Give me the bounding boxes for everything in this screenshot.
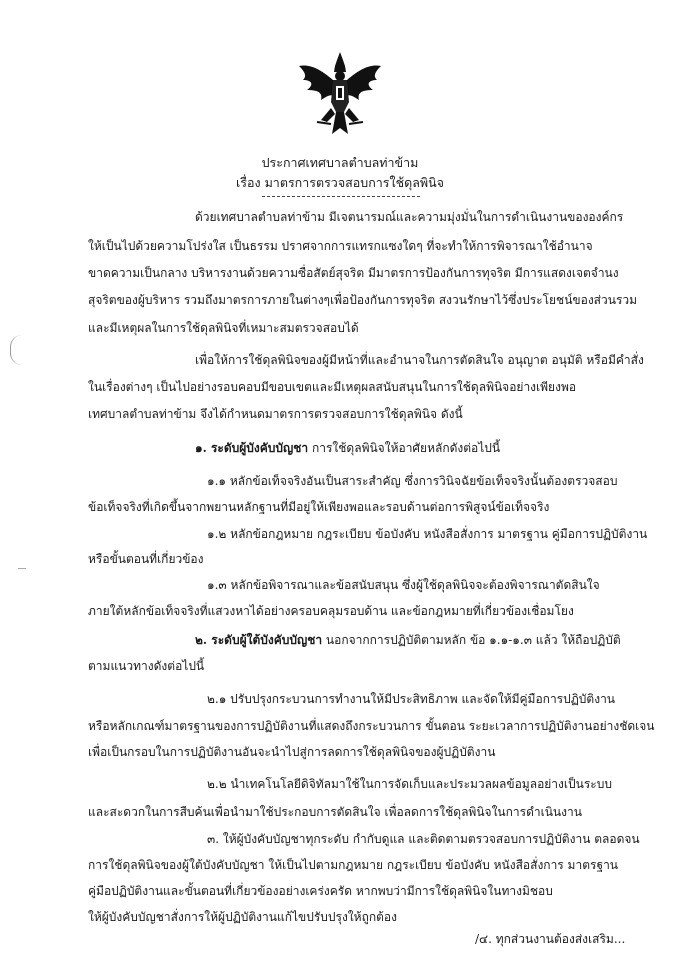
continuation-note: /๔. ทุกส่วนงานต้องส่งเสริม... [475,932,626,946]
intro-p1-line2: ให้เป็นไปด้วยความโปร่งใส เป็นธรรม ปราศจากการแทรกแซงใดๆ ที่จะทำให้การพิจารณาใช้อำนาจ [88,239,593,253]
section1-heading-bold: ๑. ระดับผู้บังคับบัญชา [195,441,309,455]
section3-line1: ๓. ให้ผู้บังคับบัญชาทุกระดับ กำกับดูแล และติดตามตรวจสอบการปฏิบัติงาน ตลอดจน [207,832,640,846]
intro-p2-line3: เทศบาลตำบลท่าข้าม จึงได้กำหนดมาตรการตรวจสอบการใช้ดุลพินิจ ดังนี้ [88,407,463,421]
title-divider [262,196,420,197]
intro-p1-line4: สุจริตของผู้บริหาร รวมถึงมาตรการภายในต่างๆเพื่อป้องกันการทุจริต สงวนรักษาไว้ซึ่งประโยชน์ของส่วนรวม [88,293,638,307]
section1-item1-line1: ๑.๑ หลักข้อเท็จจริงอันเป็นสาระสำคัญ ซึ่งการวินิจฉัยข้อเท็จจริงนั้นต้องตรวจสอบ [207,474,618,488]
section2-item1-line1: ๒.๑ ปรับปรุงกระบวนการทำงานให้มีประสิทธิภาพ และจัดให้มีคู่มือการปฏิบัติงาน [207,692,616,706]
margin-pen-mark-small [18,568,26,573]
section1-item2-line2: หรือขั้นตอนที่เกี่ยวข้อง [88,552,204,566]
section1-heading [195,440,500,456]
section1-item3-line2: ภายใต้หลักข้อเท็จจริงที่แสวงหาได้อย่างครอบคลุมรอบด้าน และข้อกฎหมายที่เกี่ยวข้องเชื่อมโยง [88,604,574,618]
intro-p1-line3: ขาดความเป็นกลาง บริหารงานด้วยความซื่อสัตย์สุจริต มีมาตรการป้องกันการทุจริต มีการแสดงเจตจำนง [88,266,619,280]
section2-item1-line3: เพื่อเป็นกรอบในการปฏิบัติงานอันจะนำไปสู่การลดการใช้ดุลพินิจของผู้ปฏิบัติงาน [88,745,496,759]
section3-line3: คู่มือปฏิบัติงานและขั้นตอนที่เกี่ยวข้องอย่างเคร่งครัด หากพบว่ามีการใช้ดุลพินิจในทางมิชอบ [88,884,553,898]
section1-item2-line1: ๑.๒ หลักข้อกฎหมาย กฎระเบียบ ข้อบังคับ หนังสือสั่งการ มาตรฐาน คู่มือการปฏิบัติงาน [207,527,648,541]
intro-p2-line1: เพื่อให้การใช้ดุลพินิจของผู้มีหน้าที่และอำนาจในการตัดสินใจ อนุญาต อนุมัติ หรือมีคำสั่ง [195,353,644,367]
announcement-subject: เรื่อง มาตรการตรวจสอบการใช้ดุลพินิจ [236,175,444,190]
announcement-title: ประกาศเทศบาลตำบลท่าข้าม [261,155,419,170]
section1-heading-rest: การใช้ดุลพินิจให้อาศัยหลักดังต่อไปนี้ [308,441,501,455]
section2-heading [195,632,621,648]
section2-item2-line1: ๒.๒ นำเทคโนโลยีดิจิทัลมาใช้ในการจัดเก็บและประมวลผลข้อมูลอย่างเป็นระบบ [207,777,612,791]
section2-item1-line2: หรือหลักเกณฑ์มาตรฐานของการปฏิบัติงานที่แสดงถึงกระบวนการ ขั้นตอน ระยะเวลาการปฏิบัติงานอย่างชัดเจน [88,719,655,733]
section3-line4: ให้ผู้บังคับบัญชาสั่งการให้ผู้ปฏิบัติงานแก้ไขปรับปรุงให้ถูกต้อง [88,910,397,924]
intro-p1-line1: ด้วยเทศบาลตำบลท่าข้าม มีเจตนารมณ์และความมุ่งมั่นในการดำเนินงานขององค์กร [195,210,624,224]
section3-line2: การใช้ดุลพินิจของผู้ใต้บังคับบัญชา ให้เป็นไปตามกฎหมาย กฎระเบียบ ข้อบังคับ หนังสือสั่งการ มาตรฐาน [88,858,619,872]
section2-item2-line2: และสะดวกในการสืบค้นเพื่อนำมาใช้ประกอบการตัดสินใจ เพื่อลดการใช้ดุลพินิจในการดำเนินงาน [88,805,582,819]
margin-pen-mark [10,335,29,365]
garuda-emblem-icon [297,50,383,140]
intro-p2-line2: ในเรื่องต่างๆ เป็นไปอย่างรอบคอบมีขอบเขตและมีเหตุผลสนับสนุนในการใช้ดุลพินิจอย่างเพียงพอ [88,380,577,394]
intro-p1-line5: และมีเหตุผลในการใช้ดุลพินิจที่เหมาะสมตรวจสอบได้ [88,321,359,335]
section1-item1-line2: ข้อเท็จจริงที่เกิดขึ้นจากพยานหลักฐานที่มีอยู่ให้เพียงพอและรอบด้านต่อการพิสูจน์ข้อเท็จจริง [88,500,550,514]
section2-heading-line2: ตามแนวทางดังต่อไปนี้ [88,659,205,673]
section2-heading-bold: ๒. ระดับผู้ใต้บังคับบัญชา [195,633,323,647]
section2-heading-rest: นอกจากการปฏิบัติตามหลัก ข้อ ๑.๑-๑.๓ แล้ว ให้ถือปฏิบัติ [322,633,621,647]
section1-item3-line1: ๑.๓ หลักข้อพิจารณาและข้อสนับสนุน ซึ่งผู้ใช้ดุลพินิจจะต้องพิจารณาตัดสินใจ [207,578,600,592]
